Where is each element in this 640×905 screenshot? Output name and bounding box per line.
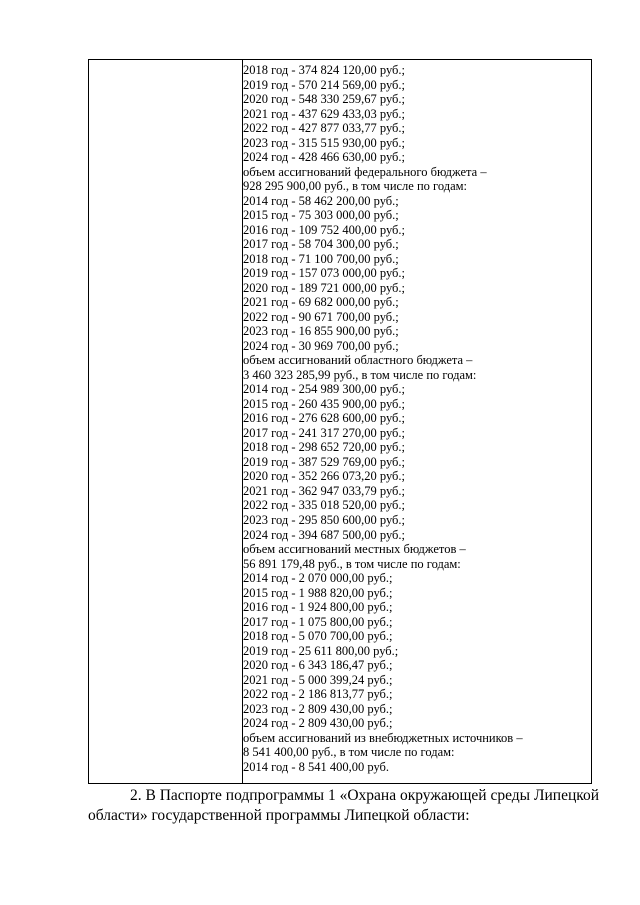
funding-line: 2018 год - 298 652 720,00 руб.; (243, 440, 405, 455)
funding-line: 2022 год - 2 186 813,77 руб.; (243, 687, 393, 702)
funding-line: 2016 год - 276 628 600,00 руб.; (243, 411, 405, 426)
funding-line: 2016 год - 109 752 400,00 руб.; (243, 222, 405, 237)
funding-line: 2021 год - 437 629 433,03 руб.; (243, 106, 405, 121)
funding-line: 2015 год - 260 435 900,00 руб.; (243, 396, 405, 411)
funding-line: 2015 год - 1 988 820,00 руб.; (243, 585, 393, 600)
funding-cell (243, 63, 589, 774)
funding-line: 2014 год - 8 541 400,00 руб. (243, 759, 390, 774)
funding-line: объем ассигнований федерального бюджета – (243, 164, 487, 179)
funding-line: 2020 год - 189 721 000,00 руб.; (243, 280, 405, 295)
funding-line: 2015 год - 75 303 000,00 руб.; (243, 208, 399, 223)
funding-line: 2018 год - 5 070 700,00 руб.; (243, 629, 393, 644)
funding-line: 2019 год - 387 529 769,00 руб.; (243, 454, 405, 469)
funding-line: 2023 год - 16 855 900,00 руб.; (243, 324, 399, 339)
funding-line: 2020 год - 352 266 073,20 руб.; (243, 469, 405, 484)
funding-line: объем ассигнований областного бюджета – (243, 353, 473, 368)
funding-line: 2024 год - 428 466 630,00 руб.; (243, 150, 405, 165)
funding-line: 2017 год - 241 317 270,00 руб.; (243, 425, 405, 440)
paragraph-line-2: области» государственной программы Липецкой области: (88, 807, 470, 824)
funding-line: 2014 год - 58 462 200,00 руб.; (243, 193, 399, 208)
funding-line: объем ассигнований из внебюджетных источников – (243, 730, 523, 745)
funding-line: 2021 год - 5 000 399,24 руб.; (243, 672, 393, 687)
funding-line: 2017 год - 1 075 800,00 руб.; (243, 614, 393, 629)
funding-table (88, 59, 592, 784)
funding-line: 2021 год - 362 947 033,79 руб.; (243, 483, 405, 498)
funding-line: 2023 год - 315 515 930,00 руб.; (243, 135, 405, 150)
funding-line: 2024 год - 394 687 500,00 руб.; (243, 527, 405, 542)
funding-line: 928 295 900,00 руб., в том числе по годам: (243, 179, 468, 194)
funding-line: 2017 год - 58 704 300,00 руб.; (243, 237, 399, 252)
funding-line: 2022 год - 427 877 033,77 руб.; (243, 121, 405, 136)
funding-line: 2020 год - 548 330 259,67 руб.; (243, 92, 405, 107)
funding-line: 2023 год - 2 809 430,00 руб.; (243, 701, 393, 716)
funding-line: 8 541 400,00 руб., в том числе по годам: (243, 745, 455, 760)
funding-line: 2019 год - 25 611 800,00 руб.; (243, 643, 399, 658)
funding-line: 3 460 323 285,99 руб., в том числе по годам: (243, 367, 477, 382)
funding-line: 56 891 179,48 руб., в том числе по годам: (243, 556, 461, 571)
funding-line: 2014 год - 254 989 300,00 руб.; (243, 382, 405, 397)
funding-line: 2021 год - 69 682 000,00 руб.; (243, 295, 399, 310)
funding-line: 2018 год - 374 824 120,00 руб.; (243, 63, 405, 77)
funding-line: 2019 год - 157 073 000,00 руб.; (243, 266, 405, 281)
funding-line: 2014 год - 2 070 000,00 руб.; (243, 571, 393, 586)
funding-line: 2022 год - 90 671 700,00 руб.; (243, 309, 399, 324)
funding-line: 2024 год - 30 969 700,00 руб.; (243, 338, 399, 353)
funding-line: 2020 год - 6 343 186,47 руб.; (243, 658, 393, 673)
funding-line: объем ассигнований местных бюджетов – (243, 542, 466, 557)
funding-line: 2018 год - 71 100 700,00 руб.; (243, 251, 399, 266)
paragraph-line-1: 2. В Паспорте подпрограммы 1 «Охрана окружающей среды Липецкой (130, 787, 600, 804)
funding-line: 2022 год - 335 018 520,00 руб.; (243, 498, 405, 513)
funding-line: 2024 год - 2 809 430,00 руб.; (243, 716, 393, 731)
funding-line: 2023 год - 295 850 600,00 руб.; (243, 512, 405, 527)
funding-line: 2019 год - 570 214 569,00 руб.; (243, 77, 405, 92)
funding-line: 2016 год - 1 924 800,00 руб.; (243, 600, 393, 615)
